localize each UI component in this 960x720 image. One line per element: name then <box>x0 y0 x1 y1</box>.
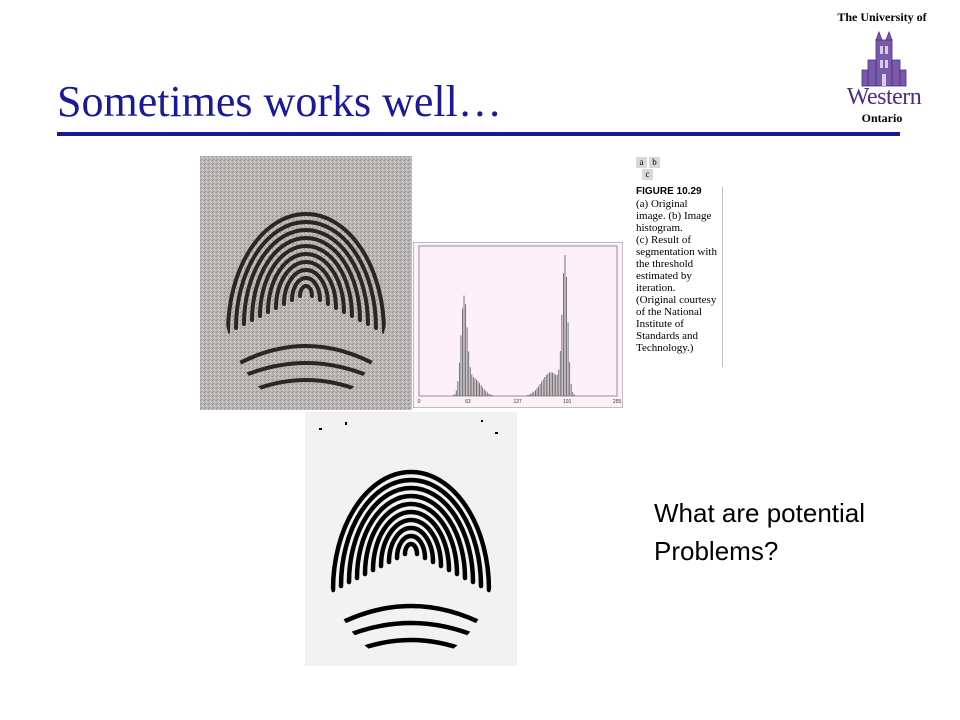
segmented-fingerprint-image <box>305 412 517 666</box>
histogram-tick-label: 0 <box>417 399 421 405</box>
panel-letter-c: c <box>642 169 653 180</box>
caption-divider <box>722 187 723 367</box>
university-tower-icon <box>858 30 910 88</box>
histogram-tick-label: 63 <box>465 399 471 405</box>
question-text: What are potential Problems? <box>654 498 866 566</box>
figure-caption-title: FIGURE 10.29 <box>636 186 702 197</box>
logo-name: Western <box>846 84 922 110</box>
title-divider <box>57 132 900 136</box>
histogram-tick-label: 255 <box>612 399 622 405</box>
page-title: Sometimes works well… <box>57 77 502 126</box>
figure-caption-body: (a) Original image. (b) Image histogram. (c) Result of segmentation with the threshold estimated by iteration. (Original courtesy of the National Institute of Standards and Technology.) <box>636 198 717 354</box>
panel-letter-a: a <box>636 157 647 168</box>
logo-top-text: The University of <box>837 10 927 24</box>
logo-sub-text: Ontario <box>861 111 903 125</box>
histogram-tick-label: 191 <box>563 399 572 405</box>
original-fingerprint-image <box>200 156 412 410</box>
figure-caption <box>636 186 736 354</box>
figure-panel-letters <box>636 157 660 181</box>
histogram-tick-label: 127 <box>513 399 522 405</box>
image-histogram <box>413 242 623 408</box>
panel-letter-b: b <box>649 157 660 168</box>
